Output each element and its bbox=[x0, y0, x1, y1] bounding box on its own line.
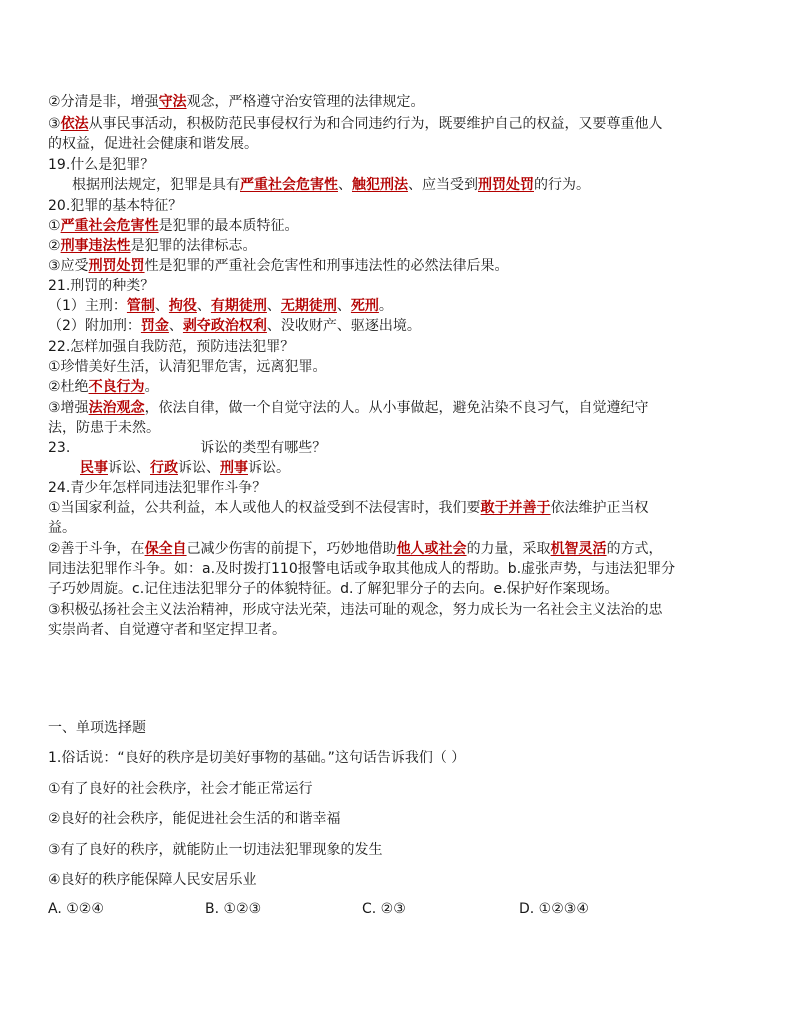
key-term: 死刑 bbox=[350, 298, 379, 314]
note-line: 法，防患于未然。 bbox=[48, 420, 160, 436]
key-term: 他人或社会 bbox=[396, 541, 467, 557]
note-line: 实崇尚者、自觉遵守者和坚定捍卫者。 bbox=[48, 622, 286, 638]
key-term: 有期徒刑 bbox=[210, 298, 267, 314]
key-term: 无期徒刑 bbox=[280, 298, 337, 314]
question-heading: 21.刑罚的种类？ bbox=[48, 278, 155, 294]
note-line bbox=[80, 458, 754, 478]
key-term: 刑罚处罚 bbox=[88, 258, 145, 274]
text: ③增强 bbox=[48, 400, 89, 416]
text: ②分清是非，增强 bbox=[48, 94, 159, 110]
note-line bbox=[48, 539, 754, 559]
text: 诉讼、 bbox=[108, 460, 150, 476]
text: ①当国家利益，公共利益，本人或他人的权益受到不法侵害时，我们要 bbox=[48, 500, 481, 516]
text: 、 bbox=[266, 298, 281, 314]
key-term: 刑事违法性 bbox=[60, 238, 131, 254]
statement-item: ②良好的社会秩序，能促进社会生活的和谐幸福 bbox=[48, 811, 341, 827]
text: 诉讼的类型有哪些？ bbox=[200, 440, 327, 456]
text: ②杜绝 bbox=[48, 379, 89, 395]
note-line bbox=[48, 498, 754, 518]
key-term: 管制 bbox=[126, 298, 155, 314]
key-term: 严重社会危害性 bbox=[240, 177, 338, 193]
text: 诉讼。 bbox=[248, 460, 290, 476]
text: 、 bbox=[154, 298, 169, 314]
note-line: 益。 bbox=[48, 520, 76, 536]
choice-d[interactable]: D. ①②③④ bbox=[519, 901, 589, 917]
key-term: 刑罚处罚 bbox=[478, 177, 534, 193]
text: 的方式， bbox=[606, 541, 663, 557]
text: 、 bbox=[338, 177, 352, 193]
text: 、没收财产、驱逐出境。 bbox=[266, 318, 421, 334]
note-line bbox=[48, 316, 754, 336]
note-line: 同违法犯罪作斗争。如：a.及时拨打110报警电话或争取其他成人的帮助。b.虚张声势，与违法犯罪分 bbox=[48, 561, 676, 577]
text: ，依法自律，做一个自觉守法的人。从小事做起，避免沾染不良习气，自觉遵纪守 bbox=[144, 400, 649, 416]
note-line: 的权益，促进社会健康和谐发展。 bbox=[48, 136, 258, 152]
text: 23. bbox=[48, 440, 71, 456]
note-line bbox=[48, 216, 754, 236]
question-heading: 24.青少年怎样同违法犯罪作斗争？ bbox=[48, 480, 267, 496]
text: ① bbox=[48, 218, 61, 234]
key-term: 不良行为 bbox=[88, 379, 145, 395]
key-term: 剥夺政治权利 bbox=[182, 318, 267, 334]
statement-item: ④良好的秩序能保障人民安居乐业 bbox=[48, 872, 257, 888]
note-line: ①珍惜美好生活，认清犯罪危害，远离犯罪。 bbox=[48, 359, 327, 375]
question-heading: 19.什么是犯罪？ bbox=[48, 157, 155, 173]
note-line bbox=[48, 114, 754, 134]
statement-item: ①有了良好的社会秩序，社会才能正常运行 bbox=[48, 781, 313, 797]
question-heading: 22.怎样加强自我防范，预防违法犯罪？ bbox=[48, 339, 295, 355]
text: 己减少伤害的前提下，巧妙地借助 bbox=[186, 541, 397, 557]
section-title: 一、单项选择题 bbox=[48, 720, 146, 736]
key-term: 机智灵活 bbox=[550, 541, 607, 557]
text: ③ bbox=[48, 116, 61, 132]
key-term: 法治观念 bbox=[88, 400, 145, 416]
key-term: 刑事 bbox=[220, 460, 248, 476]
note-line bbox=[48, 296, 754, 316]
key-term: 严重社会危害性 bbox=[60, 218, 159, 234]
text: 、 bbox=[196, 298, 211, 314]
key-term: 守法 bbox=[158, 94, 187, 110]
text: 、 bbox=[336, 298, 351, 314]
question-heading: 20.犯罪的基本特征？ bbox=[48, 198, 183, 214]
text: ② bbox=[48, 238, 61, 254]
text: 。 bbox=[144, 379, 159, 395]
note-line bbox=[48, 377, 754, 397]
text: 的行为。 bbox=[534, 177, 590, 193]
text: 观念，严格遵守治安管理的法律规定。 bbox=[186, 94, 425, 110]
note-line: 子巧妙周旋。c.记住违法犯罪分子的体貌特征。d.了解犯罪分子的去向。e.保护好作案现场。 bbox=[48, 581, 619, 597]
text: 的力量，采取 bbox=[466, 541, 551, 557]
key-term: 行政 bbox=[150, 460, 178, 476]
text: 是犯罪的法律标志。 bbox=[130, 238, 257, 254]
choice-a[interactable]: A. ①②④ bbox=[48, 901, 104, 917]
note-line bbox=[48, 256, 754, 276]
key-term: 敢于并善于 bbox=[480, 500, 551, 516]
question-heading bbox=[48, 438, 754, 458]
statement-item: ③有了良好的秩序，就能防止一切违法犯罪现象的发生 bbox=[48, 842, 383, 858]
key-term: 触犯刑法 bbox=[352, 177, 408, 193]
choice-c[interactable]: C. ②③ bbox=[362, 901, 406, 917]
text: 是犯罪的最本质特征。 bbox=[158, 218, 299, 234]
key-term: 依法 bbox=[60, 116, 89, 132]
note-line bbox=[48, 398, 754, 418]
text: 、应当受到 bbox=[408, 177, 478, 193]
text: （1）主刑： bbox=[48, 298, 127, 314]
key-term: 拘役 bbox=[168, 298, 197, 314]
text: 、 bbox=[168, 318, 183, 334]
note-line bbox=[48, 236, 754, 256]
key-term: 民事 bbox=[80, 460, 108, 476]
text: ③应受 bbox=[48, 258, 89, 274]
text: 诉讼、 bbox=[178, 460, 220, 476]
text: 依法维护正当权 bbox=[550, 500, 649, 516]
key-term: 保全自 bbox=[144, 541, 187, 557]
choice-b[interactable]: B. ①②③ bbox=[205, 901, 262, 917]
note-line: ③积极弘扬社会主义法治精神，形成守法光荣，违法可耻的观念，努力成长为一名社会主义法治的忠 bbox=[48, 602, 663, 618]
text: ②善于斗争，在 bbox=[48, 541, 145, 557]
note-line bbox=[72, 175, 754, 195]
text: 。 bbox=[378, 298, 393, 314]
key-term: 罚金 bbox=[140, 318, 169, 334]
text: （2）附加刑： bbox=[48, 318, 141, 334]
text: 性是犯罪的严重社会危害性和刑事违法性的必然法律后果。 bbox=[144, 258, 509, 274]
text: 从事民事活动，积极防范民事侵权行为和合同违约行为，既要维护自己的权益，又要尊重他人 bbox=[88, 116, 663, 132]
note-line bbox=[48, 92, 754, 112]
question-stem: 1.俗话说：“良好的秩序是切美好事物的基础。”这句话告诉我们（ ） bbox=[48, 750, 466, 766]
text: 根据刑法规定，犯罪是具有 bbox=[72, 177, 240, 193]
